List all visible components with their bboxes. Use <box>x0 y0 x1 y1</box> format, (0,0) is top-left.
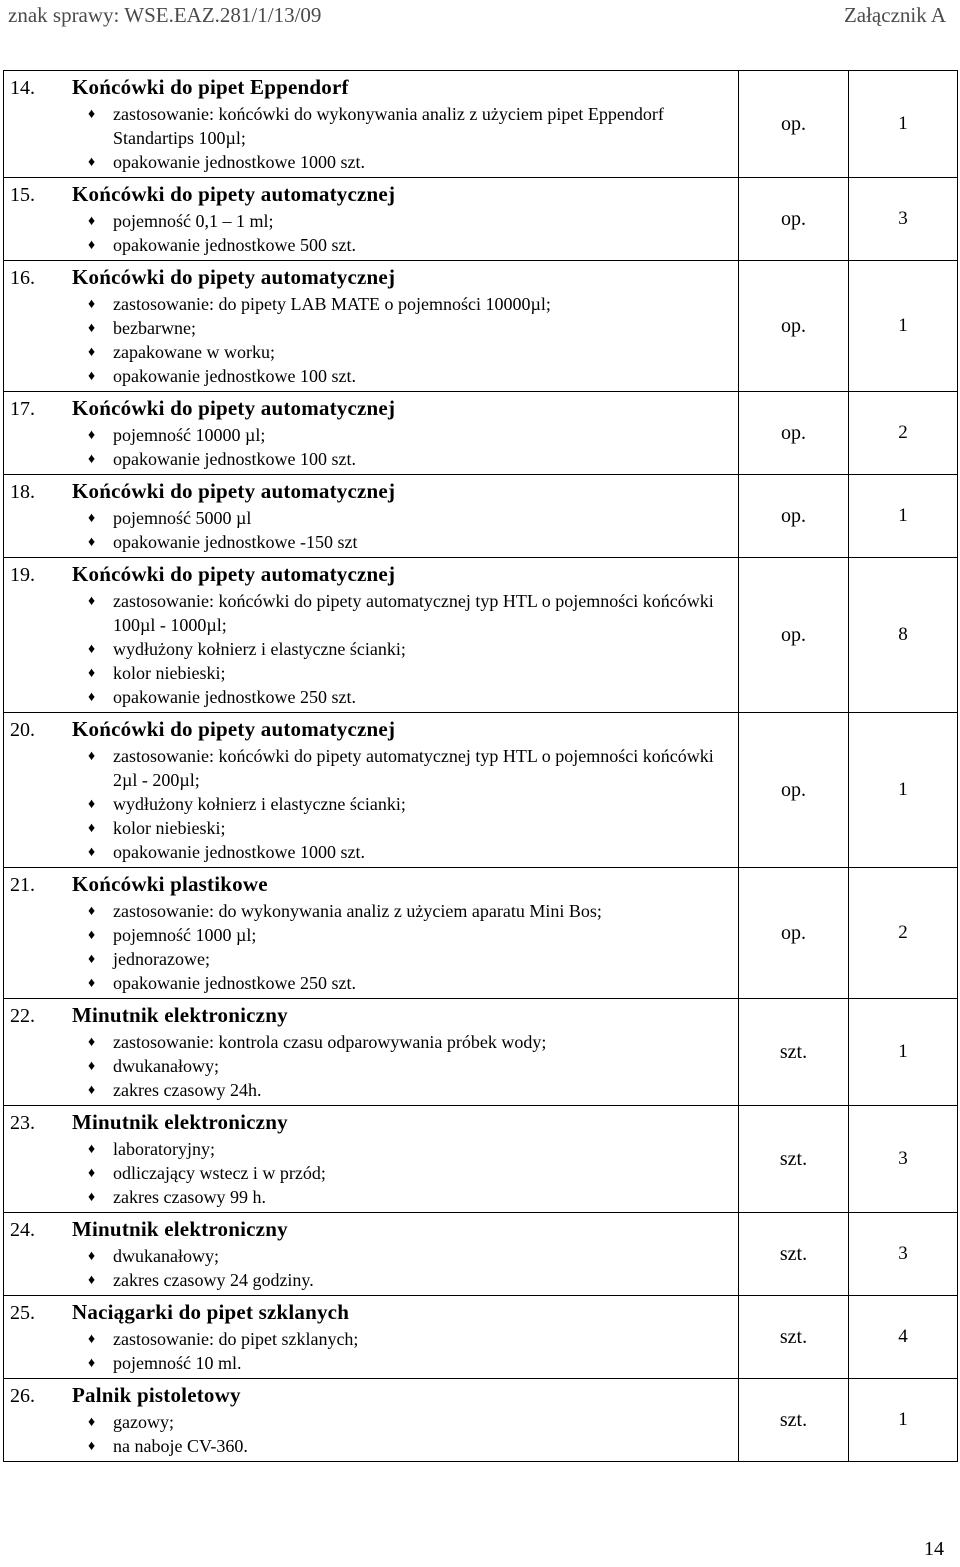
diamond-bullet-icon: ♦ <box>88 821 96 836</box>
diamond-bullet-icon: ♦ <box>88 1059 96 1074</box>
item-title-line <box>4 872 738 899</box>
diamond-bullet-icon: ♦ <box>88 214 96 229</box>
item-quantity: 4 <box>849 1296 958 1379</box>
spec-text: opakowanie jednostkowe 100 szt. <box>113 449 356 469</box>
list-item <box>4 423 738 447</box>
item-unit: szt. <box>739 999 849 1106</box>
item-description-cell <box>4 868 739 999</box>
item-quantity: 3 <box>849 1213 958 1296</box>
diamond-bullet-icon: ♦ <box>88 321 96 336</box>
list-item <box>4 1351 738 1375</box>
item-number: 19. <box>10 564 35 586</box>
list-item <box>4 447 738 471</box>
list-item <box>4 340 738 364</box>
spec-text: dwukanałowy; <box>113 1056 219 1076</box>
list-item <box>4 1078 738 1102</box>
spec-text: odliczający wstecz i w przód; <box>113 1163 326 1183</box>
diamond-bullet-icon: ♦ <box>88 797 96 812</box>
list-item <box>4 661 738 685</box>
table-row <box>4 71 958 178</box>
item-description-cell <box>4 558 739 713</box>
item-unit: op. <box>739 713 849 868</box>
item-description-cell <box>4 475 739 558</box>
spec-text: zastosowanie: końcówki do pipety automatycznej typ HTL o pojemności końcówki 100µl - 1000µl; <box>113 591 714 635</box>
diamond-bullet-icon: ♦ <box>88 690 96 705</box>
table-row <box>4 178 958 261</box>
item-name: Końcówki do pipety automatycznej <box>72 396 396 420</box>
spec-text: zastosowanie: końcówki do wykonywania analiz z użyciem pipet Eppendorf Standartips 100µl; <box>113 104 664 148</box>
item-name: Minutnik elektroniczny <box>72 1217 288 1241</box>
spec-text: zakres czasowy 24h. <box>113 1080 262 1100</box>
item-number: 22. <box>10 1005 35 1027</box>
diamond-bullet-icon: ♦ <box>88 1332 96 1347</box>
item-number: 25. <box>10 1302 35 1324</box>
spec-text: zakres czasowy 99 h. <box>113 1187 266 1207</box>
item-spec-list <box>4 506 738 554</box>
list-item <box>4 292 738 316</box>
table-row <box>4 1213 958 1296</box>
item-unit: op. <box>739 558 849 713</box>
list-item <box>4 1137 738 1161</box>
spec-text: wydłużony kołnierz i elastyczne ścianki; <box>113 639 406 659</box>
spec-text: pojemność 0,1 – 1 ml; <box>113 211 274 231</box>
item-quantity: 1 <box>849 1379 958 1462</box>
diamond-bullet-icon: ♦ <box>88 1142 96 1157</box>
item-title-line <box>4 1300 738 1327</box>
item-description <box>4 558 738 712</box>
item-description <box>4 713 738 867</box>
item-spec-list <box>4 102 738 174</box>
item-number: 21. <box>10 874 35 896</box>
table-row <box>4 475 958 558</box>
item-description <box>4 1296 738 1378</box>
list-item <box>4 637 738 661</box>
item-number: 14. <box>10 77 35 99</box>
diamond-bullet-icon: ♦ <box>88 1083 96 1098</box>
item-title-line <box>4 75 738 102</box>
spec-text: opakowanie jednostkowe -150 szt <box>113 532 358 552</box>
item-description-cell <box>4 1379 739 1462</box>
spec-text: pojemność 5000 µl <box>113 508 252 528</box>
item-quantity: 8 <box>849 558 958 713</box>
item-spec-list <box>4 744 738 864</box>
spec-text: gazowy; <box>113 1412 174 1432</box>
item-number: 16. <box>10 267 35 289</box>
item-spec-list <box>4 292 738 388</box>
list-item <box>4 209 738 233</box>
list-item <box>4 840 738 864</box>
list-item <box>4 685 738 709</box>
item-name: Końcówki do pipety automatycznej <box>72 182 396 206</box>
item-number: 15. <box>10 184 35 206</box>
item-description-cell <box>4 71 739 178</box>
table-row <box>4 713 958 868</box>
item-quantity: 1 <box>849 999 958 1106</box>
item-spec-list <box>4 1030 738 1102</box>
item-title-line <box>4 1003 738 1030</box>
item-number: 23. <box>10 1112 35 1134</box>
table-row <box>4 1379 958 1462</box>
spec-text: dwukanałowy; <box>113 1246 219 1266</box>
item-title-line <box>4 1217 738 1244</box>
item-unit: op. <box>739 392 849 475</box>
page-number: 14 <box>924 1538 944 1560</box>
diamond-bullet-icon: ♦ <box>88 594 96 609</box>
diamond-bullet-icon: ♦ <box>88 428 96 443</box>
diamond-bullet-icon: ♦ <box>88 535 96 550</box>
spec-text: zastosowanie: kontrola czasu odparowywania próbek wody; <box>113 1032 547 1052</box>
diamond-bullet-icon: ♦ <box>88 1439 96 1454</box>
spec-text: pojemność 10000 µl; <box>113 425 266 445</box>
item-quantity: 2 <box>849 392 958 475</box>
spec-text: opakowanie jednostkowe 500 szt. <box>113 235 356 255</box>
item-description <box>4 392 738 474</box>
item-spec-list <box>4 589 738 709</box>
item-quantity: 1 <box>849 475 958 558</box>
list-item <box>4 1185 738 1209</box>
item-title-line <box>4 265 738 292</box>
diamond-bullet-icon: ♦ <box>88 297 96 312</box>
diamond-bullet-icon: ♦ <box>88 238 96 253</box>
list-item <box>4 792 738 816</box>
diamond-bullet-icon: ♦ <box>88 666 96 681</box>
item-unit: op. <box>739 261 849 392</box>
item-description <box>4 475 738 557</box>
list-item <box>4 506 738 530</box>
spec-text: zapakowane w worku; <box>113 342 275 362</box>
item-unit: op. <box>739 178 849 261</box>
item-description <box>4 1106 738 1212</box>
list-item <box>4 923 738 947</box>
spec-text: jednorazowe; <box>113 949 210 969</box>
item-title-line <box>4 479 738 506</box>
item-quantity: 1 <box>849 713 958 868</box>
item-number: 18. <box>10 481 35 503</box>
diamond-bullet-icon: ♦ <box>88 642 96 657</box>
table-row <box>4 868 958 999</box>
item-description <box>4 261 738 391</box>
item-description-cell <box>4 999 739 1106</box>
case-number: znak sprawy: WSE.EAZ.281/1/13/09 <box>8 3 322 27</box>
spec-text: zastosowanie: do pipety LAB MATE o pojemności 10000µl; <box>113 294 551 314</box>
item-title-line <box>4 562 738 589</box>
spec-text: wydłużony kołnierz i elastyczne ścianki; <box>113 794 406 814</box>
item-name: Minutnik elektroniczny <box>72 1110 288 1134</box>
spec-text: na naboje CV-360. <box>113 1436 248 1456</box>
diamond-bullet-icon: ♦ <box>88 845 96 860</box>
list-item <box>4 1434 738 1458</box>
list-item <box>4 1054 738 1078</box>
list-item <box>4 530 738 554</box>
item-quantity: 1 <box>849 261 958 392</box>
diamond-bullet-icon: ♦ <box>88 1190 96 1205</box>
diamond-bullet-icon: ♦ <box>88 155 96 170</box>
item-spec-list <box>4 1137 738 1209</box>
item-quantity: 3 <box>849 178 958 261</box>
diamond-bullet-icon: ♦ <box>88 345 96 360</box>
item-number: 17. <box>10 398 35 420</box>
item-description-cell <box>4 392 739 475</box>
table-row <box>4 261 958 392</box>
item-description <box>4 868 738 998</box>
item-description-cell <box>4 178 739 261</box>
item-quantity: 3 <box>849 1106 958 1213</box>
item-title-line <box>4 717 738 744</box>
spec-text: zastosowanie: końcówki do pipety automatycznej typ HTL o pojemności końcówki 2µl - 200µl; <box>113 746 714 790</box>
spec-text: opakowanie jednostkowe 100 szt. <box>113 366 356 386</box>
spec-text: bezbarwne; <box>113 318 196 338</box>
spec-text: kolor niebieski; <box>113 818 226 838</box>
spec-text: zastosowanie: do wykonywania analiz z użyciem aparatu Mini Bos; <box>113 901 602 921</box>
item-number: 24. <box>10 1219 35 1241</box>
item-spec-list <box>4 1410 738 1458</box>
document-header <box>8 0 946 30</box>
items-table-body <box>4 71 958 1462</box>
item-name: Naciągarki do pipet szklanych <box>72 1300 350 1324</box>
table-row <box>4 999 958 1106</box>
spec-text: opakowanie jednostkowe 250 szt. <box>113 973 356 993</box>
list-item <box>4 364 738 388</box>
spec-text: zastosowanie: do pipet szklanych; <box>113 1329 359 1349</box>
item-description-cell <box>4 1106 739 1213</box>
diamond-bullet-icon: ♦ <box>88 749 96 764</box>
spec-text: zakres czasowy 24 godziny. <box>113 1270 314 1290</box>
item-description <box>4 1379 738 1461</box>
item-description-cell <box>4 261 739 392</box>
list-item <box>4 1410 738 1434</box>
item-unit: op. <box>739 868 849 999</box>
item-spec-list <box>4 1327 738 1375</box>
spec-text: kolor niebieski; <box>113 663 226 683</box>
item-name: Końcówki do pipety automatycznej <box>72 562 396 586</box>
diamond-bullet-icon: ♦ <box>88 1166 96 1181</box>
list-item <box>4 1161 738 1185</box>
item-unit: szt. <box>739 1213 849 1296</box>
item-number: 20. <box>10 719 35 741</box>
diamond-bullet-icon: ♦ <box>88 511 96 526</box>
list-item <box>4 233 738 257</box>
item-name: Minutnik elektroniczny <box>72 1003 288 1027</box>
item-quantity: 1 <box>849 71 958 178</box>
item-name: Końcówki do pipety automatycznej <box>72 717 396 741</box>
table-row <box>4 558 958 713</box>
item-description-cell <box>4 1213 739 1296</box>
diamond-bullet-icon: ♦ <box>88 1356 96 1371</box>
diamond-bullet-icon: ♦ <box>88 1035 96 1050</box>
diamond-bullet-icon: ♦ <box>88 1415 96 1430</box>
list-item <box>4 316 738 340</box>
item-unit: op. <box>739 71 849 178</box>
item-name: Końcówki do pipety automatycznej <box>72 265 396 289</box>
diamond-bullet-icon: ♦ <box>88 928 96 943</box>
item-title-line <box>4 1383 738 1410</box>
item-description-cell <box>4 713 739 868</box>
spec-text: opakowanie jednostkowe 250 szt. <box>113 687 356 707</box>
list-item <box>4 899 738 923</box>
diamond-bullet-icon: ♦ <box>88 369 96 384</box>
item-description-cell <box>4 1296 739 1379</box>
item-description <box>4 1213 738 1295</box>
item-name: Palnik pistoletowy <box>72 1383 241 1407</box>
item-title-line <box>4 396 738 423</box>
spec-text: opakowanie jednostkowe 1000 szt. <box>113 152 365 172</box>
item-number: 26. <box>10 1385 35 1407</box>
item-name: Końcówki do pipet Eppendorf <box>72 75 349 99</box>
item-unit: op. <box>739 475 849 558</box>
item-unit: szt. <box>739 1296 849 1379</box>
item-title-line <box>4 1110 738 1137</box>
item-description <box>4 999 738 1105</box>
list-item <box>4 589 738 637</box>
diamond-bullet-icon: ♦ <box>88 1273 96 1288</box>
item-quantity: 2 <box>849 868 958 999</box>
item-spec-list <box>4 899 738 995</box>
items-table <box>3 70 958 1462</box>
table-row <box>4 392 958 475</box>
table-row <box>4 1296 958 1379</box>
list-item <box>4 744 738 792</box>
list-item <box>4 1030 738 1054</box>
item-spec-list <box>4 423 738 471</box>
list-item <box>4 816 738 840</box>
spec-text: opakowanie jednostkowe 1000 szt. <box>113 842 365 862</box>
spec-text: pojemność 10 ml. <box>113 1353 242 1373</box>
item-description <box>4 71 738 177</box>
list-item <box>4 150 738 174</box>
list-item <box>4 102 738 150</box>
item-name: Końcówki plastikowe <box>72 872 268 896</box>
spec-text: pojemność 1000 µl; <box>113 925 257 945</box>
list-item <box>4 1244 738 1268</box>
list-item <box>4 947 738 971</box>
diamond-bullet-icon: ♦ <box>88 976 96 991</box>
item-description <box>4 178 738 260</box>
diamond-bullet-icon: ♦ <box>88 904 96 919</box>
attachment-label: Załącznik A <box>843 3 946 27</box>
diamond-bullet-icon: ♦ <box>88 1249 96 1264</box>
list-item <box>4 1268 738 1292</box>
item-spec-list <box>4 209 738 257</box>
diamond-bullet-icon: ♦ <box>88 452 96 467</box>
table-row <box>4 1106 958 1213</box>
spec-text: laboratoryjny; <box>113 1139 215 1159</box>
list-item <box>4 1327 738 1351</box>
diamond-bullet-icon: ♦ <box>88 952 96 967</box>
list-item <box>4 971 738 995</box>
item-title-line <box>4 182 738 209</box>
item-unit: szt. <box>739 1379 849 1462</box>
diamond-bullet-icon: ♦ <box>88 107 96 122</box>
item-spec-list <box>4 1244 738 1292</box>
item-unit: szt. <box>739 1106 849 1213</box>
item-name: Końcówki do pipety automatycznej <box>72 479 396 503</box>
